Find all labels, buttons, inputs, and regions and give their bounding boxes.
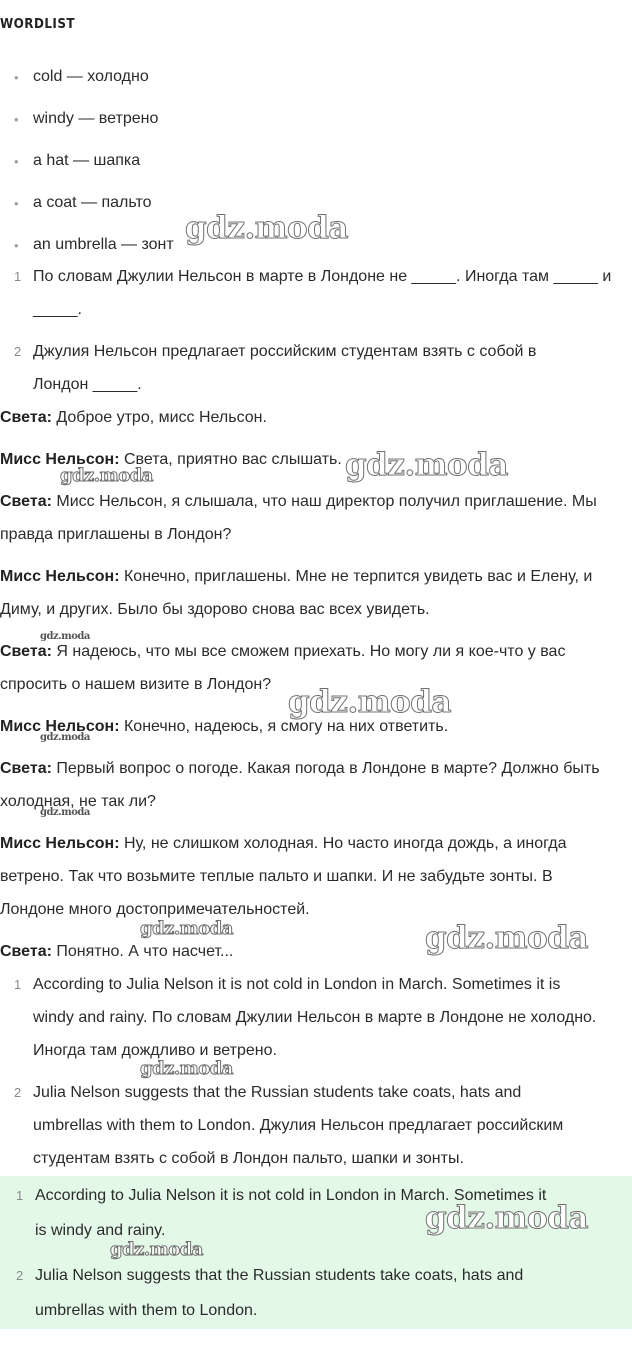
dialog-line (0, 401, 632, 434)
utterance: Доброе утро, мисс Нельсон. (51, 409, 267, 426)
watermark-logo: gdz.moda (110, 1239, 203, 1260)
answer-item (0, 968, 632, 1067)
utterance: ветрено. Так что возьмите теплые пальто и шапки. И не забудьте зонты. В (0, 868, 553, 885)
watermark-logo: gdz.moda (288, 684, 451, 720)
utterance: холодная, не так ли? (0, 793, 156, 810)
answer-en-number: 1 (16, 1188, 24, 1203)
watermark-logo: gdz.moda (425, 920, 588, 956)
dialog-line (0, 560, 632, 626)
answer-en-line: According to Julia Nelson it is not cold in London in March. Sometimes it (35, 1187, 547, 1204)
task-number: 1 (14, 269, 22, 284)
answer-line: umbrellas with them to London. Джулия Нельсон предлагает российским (33, 1117, 564, 1134)
wordlist (0, 58, 632, 268)
dialog-line (0, 752, 632, 818)
task-item (0, 335, 632, 401)
speaker: Мисс Нельсон: (0, 451, 120, 468)
answer-line: студентам взять с собой в Лондон пальто, шапки и зонты. (33, 1150, 464, 1167)
speaker: Света: (0, 643, 52, 660)
utterance: Первый вопрос о погоде. Какая погода в Лондоне в марте? Должно быть (51, 760, 600, 777)
answer-number: 1 (14, 977, 22, 992)
utterance: Мисс Нельсон, я слышала, что наш директор получил приглашение. Мы (51, 493, 597, 510)
answer-line: According to Julia Nelson it is not cold in London in March. Sometimes it is (33, 976, 561, 993)
wordlist-item: • cold — холодно (0, 58, 632, 100)
utterance: Диму, и других. Было бы здорово снова вас всех увидеть. (0, 601, 430, 618)
watermark-logo: gdz.moda (140, 918, 233, 939)
answer-line: Julia Nelson suggests that the Russian students take coats, hats and (33, 1084, 522, 1101)
watermark-logo: gdz.moda (60, 465, 153, 486)
wordlist-item: • windy — ветрено (0, 100, 632, 142)
watermark-logo: gdz.moda (345, 447, 508, 483)
answer-en-item (2, 1258, 632, 1328)
answer-en-item (2, 1178, 632, 1248)
answer-en-line: umbrellas with them to London. (35, 1302, 258, 1319)
task-line: _____. (33, 301, 82, 318)
task-item (0, 260, 632, 326)
answer-en-line: is windy and rainy. (35, 1222, 166, 1239)
english-answers-box (0, 1176, 632, 1329)
speaker: Мисс Нельсон: (0, 568, 120, 585)
wordlist-heading: WORDLIST (0, 17, 76, 32)
utterance: Света, приятно вас слышать. (119, 451, 342, 468)
watermark-logo: gdz.moda (425, 1200, 588, 1236)
answer-en-line: Julia Nelson suggests that the Russian students take coats, hats and (35, 1267, 524, 1284)
task-line: Джулия Нельсон предлагает российским студентам взять с собой в (33, 343, 537, 360)
utterance: Ну, не слишком холодная. Но часто иногда дождь, а иногда (119, 835, 567, 852)
wordlist-item: • a coat — пальто (0, 184, 632, 226)
watermark-logo: gdz.moda (140, 1058, 233, 1079)
watermark-logo: gdz.moda (40, 732, 90, 743)
dialog-line (0, 485, 632, 551)
utterance: Понятно. А что насчет... (51, 943, 234, 960)
utterance: Лондоне много достопримечательностей. (0, 901, 310, 918)
wordlist-item: • a hat — шапка (0, 142, 632, 184)
speaker: Света: (0, 409, 52, 426)
speaker: Мисс Нельсон: (0, 718, 120, 735)
answer-en-number: 2 (16, 1268, 24, 1283)
wordlist-item: • an umbrella — зонт (0, 226, 632, 268)
answer-number: 2 (14, 1085, 22, 1100)
answer-list (0, 968, 632, 1175)
task-list (0, 260, 632, 401)
dialog-line (0, 935, 632, 968)
answer-line: Иногда там дождливо и ветрено. (33, 1042, 277, 1059)
dialog-line (0, 443, 632, 476)
task-line: По словам Джулии Нельсон в марте в Лондоне не _____. Иногда там _____ и (33, 268, 612, 285)
utterance: правда приглашены в Лондон? (0, 526, 232, 543)
answer-item (0, 1076, 632, 1175)
speaker: Мисс Нельсон: (0, 835, 120, 852)
dialog-line (0, 635, 632, 701)
speaker: Света: (0, 943, 52, 960)
utterance: спросить о нашем визите в Лондон? (0, 676, 272, 693)
utterance: Конечно, приглашены. Мне не терпится увидеть вас и Елену, и (119, 568, 593, 585)
dialog-line (0, 710, 632, 743)
dialog-line (0, 827, 632, 926)
speaker: Света: (0, 760, 52, 777)
watermark-logo: gdz.moda (185, 210, 348, 246)
task-number: 2 (14, 344, 22, 359)
answer-line: windy and rainy. По словам Джулии Нельсон в марте в Лондоне не холодно. (33, 1009, 597, 1026)
watermark-logo: gdz.moda (40, 631, 90, 642)
task-line: Лондон _____. (33, 376, 142, 393)
watermark-logo: gdz.moda (40, 807, 90, 818)
speaker: Света: (0, 493, 52, 510)
utterance: Конечно, надеюсь, я смогу на них ответить. (119, 718, 449, 735)
utterance: Я надеюсь, что мы все сможем приехать. Но могу ли я кое-что у вас (51, 643, 566, 660)
